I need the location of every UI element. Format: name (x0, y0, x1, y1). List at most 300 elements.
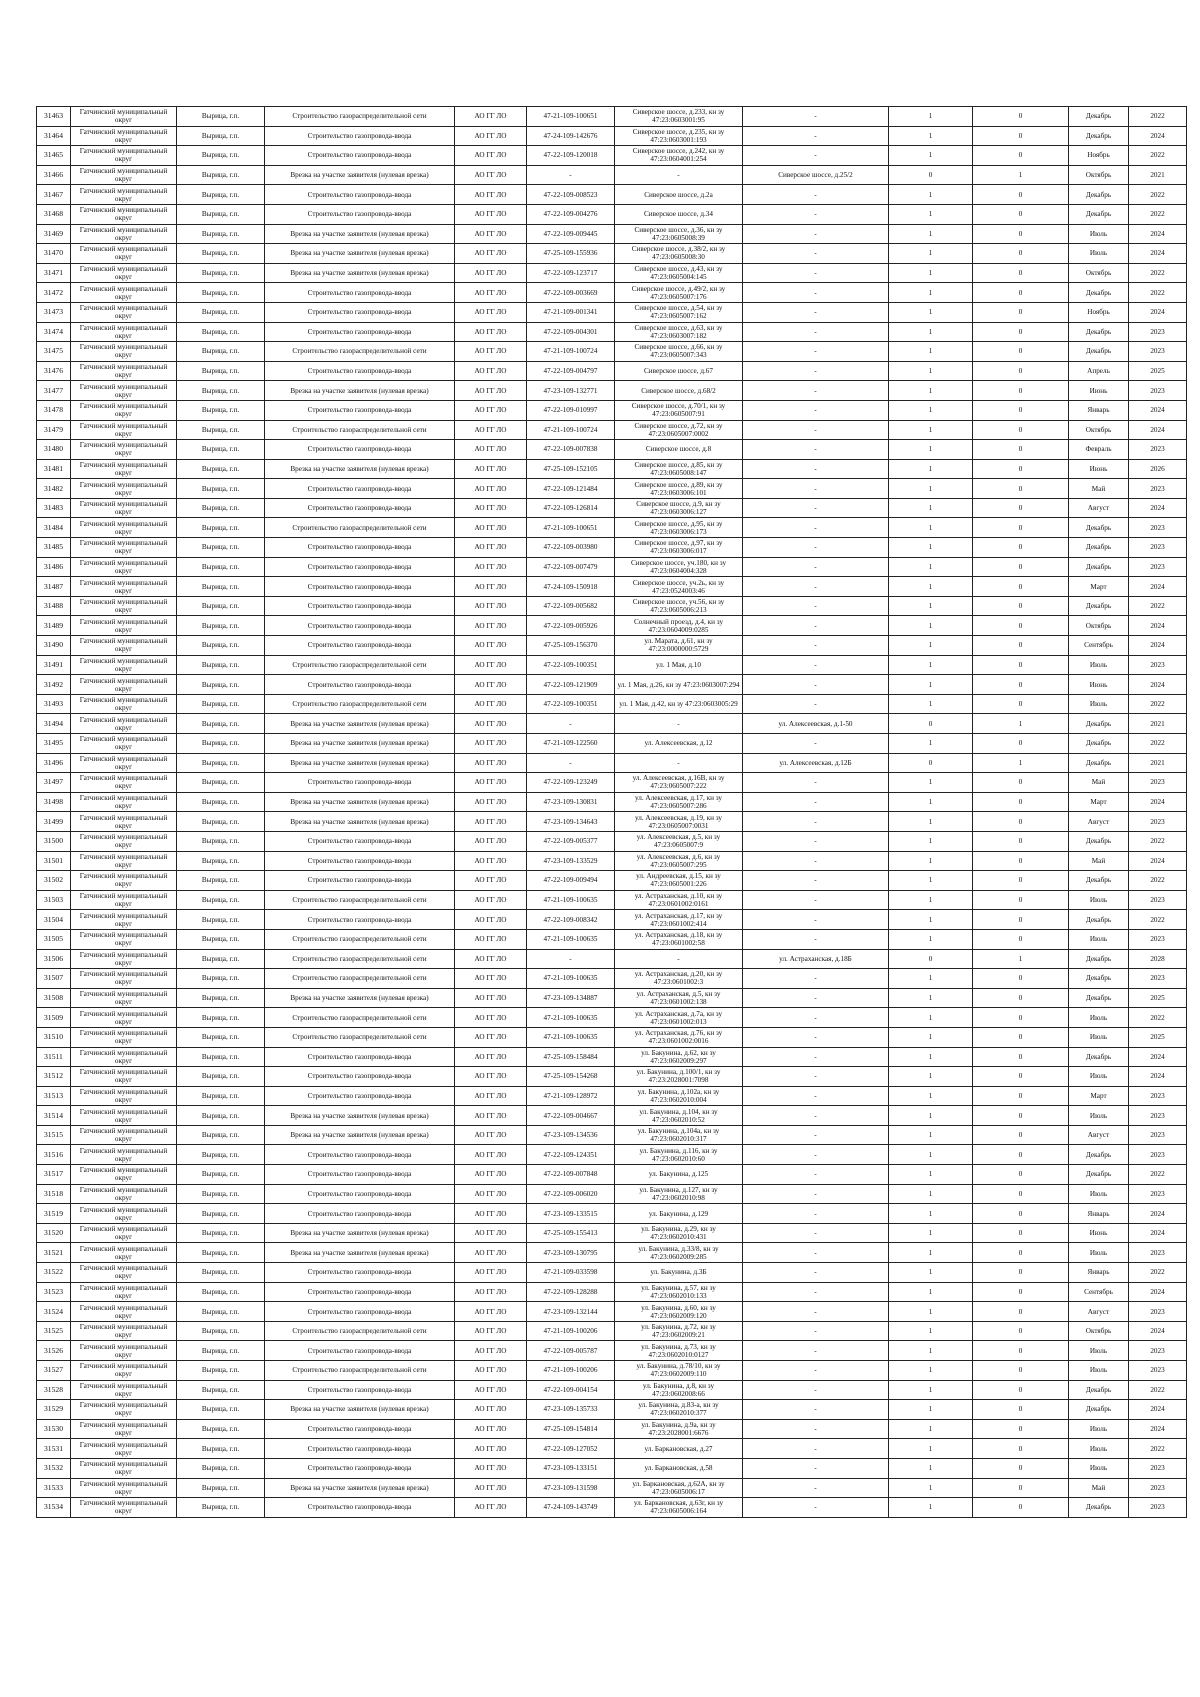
month-cell: Май (1069, 851, 1129, 871)
district-cell: Гатчинский муниципальный округ (71, 694, 177, 714)
row-number-cell: 31479 (37, 420, 71, 440)
row-number-cell: 31470 (37, 244, 71, 264)
work-type-cell: Врезка на участке заявителя (нулевая врезка) (265, 753, 455, 773)
work-type-cell: Врезка на участке заявителя (нулевая врезка) (265, 792, 455, 812)
settlement-cell: Вырица, г.п. (177, 1321, 265, 1341)
row-number-cell: 31475 (37, 342, 71, 362)
table-row (37, 1400, 1187, 1420)
row-number-cell: 31520 (37, 1223, 71, 1243)
contract-number-cell: 47-23-109-133515 (527, 1204, 615, 1224)
work-type-cell: Строительство газопровода-ввода (265, 636, 455, 656)
table-row (37, 322, 1187, 342)
unregistered-address-cell: - (743, 890, 889, 910)
contract-number-cell: 47-21-109-100635 (527, 1027, 615, 1047)
year-cell: 2022 (1129, 831, 1187, 851)
table-row (37, 577, 1187, 597)
address-cell: Сиверское шоссе, д.97, кн зу 47:23:0603006:017 (615, 538, 743, 558)
contract-number-cell: 47-21-109-100635 (527, 890, 615, 910)
year-cell: 2024 (1129, 1204, 1187, 1224)
organization-cell: АО ГГ ЛО (455, 1478, 527, 1498)
organization-cell: АО ГГ ЛО (455, 1439, 527, 1459)
settlement-cell: Вырица, г.п. (177, 302, 265, 322)
count-b-cell: 0 (973, 1419, 1069, 1439)
settlement-cell: Вырица, г.п. (177, 616, 265, 636)
row-number-cell: 31478 (37, 400, 71, 420)
contract-number-cell: 47-21-109-001341 (527, 302, 615, 322)
row-number-cell: 31467 (37, 185, 71, 205)
table-row (37, 949, 1187, 969)
unregistered-address-cell: - (743, 1419, 889, 1439)
district-cell: Гатчинский муниципальный округ (71, 1027, 177, 1047)
year-cell: 2028 (1129, 949, 1187, 969)
year-cell: 2022 (1129, 596, 1187, 616)
month-cell: Апрель (1069, 361, 1129, 381)
settlement-cell: Вырица, г.п. (177, 949, 265, 969)
settlement-cell: Вырица, г.п. (177, 734, 265, 754)
organization-cell: АО ГГ ЛО (455, 146, 527, 166)
count-a-cell: 1 (889, 400, 973, 420)
count-b-cell: 0 (973, 694, 1069, 714)
address-cell: ул. Бакунина, д.33/8, кн зу 47:23:0602009:285 (615, 1243, 743, 1263)
settlement-cell: Вырица, г.п. (177, 675, 265, 695)
count-a-cell: 1 (889, 1380, 973, 1400)
district-cell: Гатчинский муниципальный округ (71, 1263, 177, 1283)
district-cell: Гатчинский муниципальный округ (71, 244, 177, 264)
year-cell: 2024 (1129, 616, 1187, 636)
unregistered-address-cell: - (743, 694, 889, 714)
row-number-cell: 31471 (37, 263, 71, 283)
address-cell: Сиверское шоссе, д.68/2 (615, 381, 743, 401)
address-cell: Сиверское шоссе, уч.56, кн зу 47:23:0605006:213 (615, 596, 743, 616)
contract-number-cell: 47-22-109-005377 (527, 831, 615, 851)
unregistered-address-cell: - (743, 655, 889, 675)
table-row (37, 812, 1187, 832)
organization-cell: АО ГГ ЛО (455, 694, 527, 714)
table-row (37, 910, 1187, 930)
month-cell: Декабрь (1069, 107, 1129, 127)
district-cell: Гатчинский муниципальный округ (71, 1282, 177, 1302)
organization-cell: АО ГГ ЛО (455, 969, 527, 989)
month-cell: Декабрь (1069, 988, 1129, 1008)
work-type-cell: Врезка на участке заявителя (нулевая врезка) (265, 812, 455, 832)
table-row (37, 1263, 1187, 1283)
row-number-cell: 31534 (37, 1498, 71, 1518)
count-b-cell: 0 (973, 1341, 1069, 1361)
work-type-cell: Строительство газопровода-ввода (265, 538, 455, 558)
month-cell: Июль (1069, 1106, 1129, 1126)
district-cell: Гатчинский муниципальный округ (71, 1400, 177, 1420)
address-cell: Сиверское шоссе, д.242, кн зу 47:23:0604001:254 (615, 146, 743, 166)
contract-number-cell: 47-24-109-142676 (527, 126, 615, 146)
unregistered-address-cell: - (743, 988, 889, 1008)
count-a-cell: 0 (889, 714, 973, 734)
unregistered-address-cell: - (743, 185, 889, 205)
count-a-cell: 1 (889, 440, 973, 460)
contract-number-cell: 47-22-109-126814 (527, 498, 615, 518)
count-b-cell: 1 (973, 949, 1069, 969)
year-cell: 2024 (1129, 1400, 1187, 1420)
unregistered-address-cell: - (743, 126, 889, 146)
unregistered-address-cell: - (743, 381, 889, 401)
contract-number-cell: 47-22-109-003669 (527, 283, 615, 303)
row-number-cell: 31516 (37, 1145, 71, 1165)
district-cell: Гатчинский муниципальный округ (71, 263, 177, 283)
unregistered-address-cell: - (743, 440, 889, 460)
work-type-cell: Строительство газопровода-ввода (265, 302, 455, 322)
address-cell: Сиверское шоссе, д.2а (615, 185, 743, 205)
settlement-cell: Вырица, г.п. (177, 812, 265, 832)
row-number-cell: 31488 (37, 596, 71, 616)
year-cell: 2023 (1129, 479, 1187, 499)
contract-number-cell: 47-22-109-004301 (527, 322, 615, 342)
district-cell: Гатчинский муниципальный округ (71, 1204, 177, 1224)
count-b-cell: 0 (973, 1204, 1069, 1224)
contract-number-cell: 47-22-109-120018 (527, 146, 615, 166)
month-cell: Декабрь (1069, 969, 1129, 989)
month-cell: Август (1069, 1125, 1129, 1145)
organization-cell: АО ГГ ЛО (455, 890, 527, 910)
address-cell: ул. Бакунина, д.78/10, кн зу 47:23:0602009:110 (615, 1361, 743, 1381)
count-b-cell: 0 (973, 518, 1069, 538)
settlement-cell: Вырица, г.п. (177, 420, 265, 440)
month-cell: Декабрь (1069, 283, 1129, 303)
contract-number-cell: 47-22-109-123717 (527, 263, 615, 283)
district-cell: Гатчинский муниципальный округ (71, 518, 177, 538)
organization-cell: АО ГГ ЛО (455, 1008, 527, 1028)
work-type-cell: Строительство газопровода-ввода (265, 616, 455, 636)
work-type-cell: Строительство газопровода-ввода (265, 322, 455, 342)
month-cell: Май (1069, 479, 1129, 499)
year-cell: 2024 (1129, 1419, 1187, 1439)
month-cell: Январь (1069, 400, 1129, 420)
count-b-cell: 0 (973, 459, 1069, 479)
count-a-cell: 1 (889, 1498, 973, 1518)
unregistered-address-cell: ул. Астраханская, д.18Б (743, 949, 889, 969)
count-b-cell: 0 (973, 1223, 1069, 1243)
row-number-cell: 31486 (37, 557, 71, 577)
row-number-cell: 31503 (37, 890, 71, 910)
count-a-cell: 1 (889, 498, 973, 518)
year-cell: 2022 (1129, 871, 1187, 891)
row-number-cell: 31477 (37, 381, 71, 401)
table-row (37, 1165, 1187, 1185)
row-number-cell: 31523 (37, 1282, 71, 1302)
year-cell: 2023 (1129, 1243, 1187, 1263)
month-cell: Декабрь (1069, 322, 1129, 342)
year-cell: 2023 (1129, 440, 1187, 460)
count-b-cell: 0 (973, 969, 1069, 989)
settlement-cell: Вырица, г.п. (177, 1047, 265, 1067)
count-b-cell: 1 (973, 165, 1069, 185)
unregistered-address-cell: - (743, 342, 889, 362)
district-cell: Гатчинский муниципальный округ (71, 577, 177, 597)
district-cell: Гатчинский муниципальный округ (71, 381, 177, 401)
month-cell: Июль (1069, 1008, 1129, 1028)
row-number-cell: 31481 (37, 459, 71, 479)
district-cell: Гатчинский муниципальный округ (71, 459, 177, 479)
organization-cell: АО ГГ ЛО (455, 361, 527, 381)
organization-cell: АО ГГ ЛО (455, 675, 527, 695)
count-a-cell: 1 (889, 675, 973, 695)
work-type-cell: Строительство газораспределительной сети (265, 1027, 455, 1047)
address-cell: ул. 1 Мая, д.10 (615, 655, 743, 675)
settlement-cell: Вырица, г.п. (177, 988, 265, 1008)
unregistered-address-cell: - (743, 929, 889, 949)
year-cell: 2023 (1129, 1341, 1187, 1361)
table-row (37, 792, 1187, 812)
month-cell: Июль (1069, 929, 1129, 949)
district-cell: Гатчинский муниципальный округ (71, 1106, 177, 1126)
month-cell: Июль (1069, 1361, 1129, 1381)
month-cell: Октябрь (1069, 165, 1129, 185)
unregistered-address-cell: - (743, 1321, 889, 1341)
settlement-cell: Вырица, г.п. (177, 773, 265, 793)
count-a-cell: 1 (889, 1361, 973, 1381)
count-b-cell: 0 (973, 1361, 1069, 1381)
unregistered-address-cell: - (743, 1478, 889, 1498)
month-cell: Декабрь (1069, 753, 1129, 773)
contract-number-cell: 47-22-109-124351 (527, 1145, 615, 1165)
address-cell: ул. Бакунина, д.62, кн зу 47:23:0602009:297 (615, 1047, 743, 1067)
count-b-cell: 0 (973, 871, 1069, 891)
count-b-cell: 0 (973, 577, 1069, 597)
contract-number-cell: 47-22-109-121484 (527, 479, 615, 499)
count-b-cell: 0 (973, 988, 1069, 1008)
contract-number-cell: 47-22-109-005787 (527, 1341, 615, 1361)
settlement-cell: Вырица, г.п. (177, 479, 265, 499)
count-a-cell: 1 (889, 283, 973, 303)
year-cell: 2023 (1129, 1086, 1187, 1106)
district-cell: Гатчинский муниципальный округ (71, 753, 177, 773)
organization-cell: АО ГГ ЛО (455, 616, 527, 636)
unregistered-address-cell: - (743, 636, 889, 656)
settlement-cell: Вырица, г.п. (177, 440, 265, 460)
year-cell: 2023 (1129, 890, 1187, 910)
organization-cell: АО ГГ ЛО (455, 165, 527, 185)
unregistered-address-cell: Сиверское шоссе, д.25/2 (743, 165, 889, 185)
unregistered-address-cell: - (743, 616, 889, 636)
contract-number-cell: - (527, 714, 615, 734)
address-cell: ул. Астраханская, д.5, кн зу 47:23:0601002:138 (615, 988, 743, 1008)
year-cell: 2024 (1129, 400, 1187, 420)
row-number-cell: 31521 (37, 1243, 71, 1263)
row-number-cell: 31491 (37, 655, 71, 675)
address-cell: Сиверское шоссе, д.9, кн зу 47:23:0603006:127 (615, 498, 743, 518)
address-cell: Сиверское шоссе, д.54, кн зу 47:23:0605007:162 (615, 302, 743, 322)
count-a-cell: 1 (889, 518, 973, 538)
district-cell: Гатчинский муниципальный округ (71, 165, 177, 185)
contract-number-cell: 47-21-109-100206 (527, 1321, 615, 1341)
work-type-cell: Строительство газопровода-ввода (265, 1086, 455, 1106)
row-number-cell: 31532 (37, 1458, 71, 1478)
address-cell: Сиверское шоссе, д.63, кн зу 47:23:0603007:182 (615, 322, 743, 342)
row-number-cell: 31480 (37, 440, 71, 460)
settlement-cell: Вырица, г.п. (177, 400, 265, 420)
organization-cell: АО ГГ ЛО (455, 1263, 527, 1283)
unregistered-address-cell: - (743, 1498, 889, 1518)
district-cell: Гатчинский муниципальный округ (71, 1458, 177, 1478)
year-cell: 2022 (1129, 1008, 1187, 1028)
work-type-cell: Врезка на участке заявителя (нулевая врезка) (265, 988, 455, 1008)
month-cell: Январь (1069, 1204, 1129, 1224)
count-b-cell: 0 (973, 851, 1069, 871)
address-cell: ул. Бакунина, д.8, кн зу 47:23:0602008:66 (615, 1380, 743, 1400)
settlement-cell: Вырица, г.п. (177, 910, 265, 930)
settlement-cell: Вырица, г.п. (177, 1419, 265, 1439)
row-number-cell: 31493 (37, 694, 71, 714)
count-a-cell: 1 (889, 871, 973, 891)
work-type-cell: Строительство газораспределительной сети (265, 1361, 455, 1381)
organization-cell: АО ГГ ЛО (455, 1184, 527, 1204)
year-cell: 2022 (1129, 694, 1187, 714)
work-type-cell: Строительство газопровода-ввода (265, 910, 455, 930)
unregistered-address-cell: - (743, 1243, 889, 1263)
address-cell: ул. Алексеевская, д.19, кн зу 47:23:0605007:0031 (615, 812, 743, 832)
district-cell: Гатчинский муниципальный округ (71, 1478, 177, 1498)
address-cell: Сиверское шоссе, д.8 (615, 440, 743, 460)
work-type-cell: Строительство газопровода-ввода (265, 1145, 455, 1165)
contract-number-cell: 47-22-109-007838 (527, 440, 615, 460)
unregistered-address-cell: - (743, 831, 889, 851)
organization-cell: АО ГГ ЛО (455, 1498, 527, 1518)
year-cell: 2023 (1129, 381, 1187, 401)
unregistered-address-cell: - (743, 1400, 889, 1420)
table-row (37, 675, 1187, 695)
count-a-cell: 1 (889, 1321, 973, 1341)
year-cell: 2023 (1129, 1145, 1187, 1165)
contract-number-cell: - (527, 949, 615, 969)
count-a-cell: 1 (889, 812, 973, 832)
row-number-cell: 31518 (37, 1184, 71, 1204)
district-cell: Гатчинский муниципальный округ (71, 361, 177, 381)
year-cell: 2022 (1129, 1263, 1187, 1283)
count-b-cell: 0 (973, 1067, 1069, 1087)
contract-number-cell: 47-22-109-004667 (527, 1106, 615, 1126)
address-cell: Сиверское шоссе, д.95, кн зу 47:23:0603006:173 (615, 518, 743, 538)
contract-number-cell: 47-25-109-154814 (527, 1419, 615, 1439)
row-number-cell: 31501 (37, 851, 71, 871)
year-cell: 2024 (1129, 1047, 1187, 1067)
organization-cell: АО ГГ ЛО (455, 244, 527, 264)
count-b-cell: 0 (973, 1145, 1069, 1165)
address-cell: ул. Астраханская, д.10, кн зу 47:23:0601002:0161 (615, 890, 743, 910)
address-cell: - (615, 949, 743, 969)
count-b-cell: 0 (973, 400, 1069, 420)
count-b-cell: 0 (973, 420, 1069, 440)
address-cell: Сиверское шоссе, уч.180, кн зу 47:23:0604004:328 (615, 557, 743, 577)
organization-cell: АО ГГ ЛО (455, 459, 527, 479)
count-b-cell: 0 (973, 596, 1069, 616)
row-number-cell: 31533 (37, 1478, 71, 1498)
settlement-cell: Вырица, г.п. (177, 753, 265, 773)
year-cell: 2023 (1129, 518, 1187, 538)
unregistered-address-cell: - (743, 1067, 889, 1087)
count-b-cell: 0 (973, 1478, 1069, 1498)
organization-cell: АО ГГ ЛО (455, 851, 527, 871)
work-type-cell: Врезка на участке заявителя (нулевая врезка) (265, 224, 455, 244)
address-cell: ул. Алексеевская, д.17, кн зу 47:23:0605007:286 (615, 792, 743, 812)
year-cell: 2022 (1129, 910, 1187, 930)
table-row (37, 204, 1187, 224)
count-b-cell: 0 (973, 1008, 1069, 1028)
count-b-cell: 1 (973, 753, 1069, 773)
year-cell: 2021 (1129, 753, 1187, 773)
address-cell: ул. Бакунина, д.83-а, кн зу 47:23:0602010:377 (615, 1400, 743, 1420)
organization-cell: АО ГГ ЛО (455, 871, 527, 891)
address-cell: ул. Баркановская, д.62А, кн зу 47:23:0605006:17 (615, 1478, 743, 1498)
table-row (37, 440, 1187, 460)
address-cell: Сиверское шоссе, д.36, кн зу 47:23:0605008:39 (615, 224, 743, 244)
count-a-cell: 1 (889, 1243, 973, 1263)
count-b-cell: 0 (973, 479, 1069, 499)
unregistered-address-cell: - (743, 812, 889, 832)
address-cell: Сиверское шоссе, д.72, кн зу 47:23:0605007:0002 (615, 420, 743, 440)
table-row (37, 1204, 1187, 1224)
month-cell: Июль (1069, 890, 1129, 910)
month-cell: Июнь (1069, 381, 1129, 401)
month-cell: Июль (1069, 1184, 1129, 1204)
settlement-cell: Вырица, г.п. (177, 1458, 265, 1478)
unregistered-address-cell: - (743, 204, 889, 224)
work-type-cell: Строительство газораспределительной сети (265, 969, 455, 989)
table-row (37, 1380, 1187, 1400)
district-cell: Гатчинский муниципальный округ (71, 126, 177, 146)
district-cell: Гатчинский муниципальный округ (71, 322, 177, 342)
district-cell: Гатчинский муниципальный округ (71, 302, 177, 322)
month-cell: Октябрь (1069, 616, 1129, 636)
year-cell: 2024 (1129, 1321, 1187, 1341)
work-type-cell: Врезка на участке заявителя (нулевая врезка) (265, 165, 455, 185)
table-row (37, 1302, 1187, 1322)
work-type-cell: Строительство газопровода-ввода (265, 773, 455, 793)
row-number-cell: 31530 (37, 1419, 71, 1439)
year-cell: 2024 (1129, 420, 1187, 440)
month-cell: Декабрь (1069, 1498, 1129, 1518)
organization-cell: АО ГГ ЛО (455, 1027, 527, 1047)
address-cell: ул. Баркановская, д.27 (615, 1439, 743, 1459)
organization-cell: АО ГГ ЛО (455, 420, 527, 440)
contract-number-cell: 47-21-109-033598 (527, 1263, 615, 1283)
row-number-cell: 31513 (37, 1086, 71, 1106)
row-number-cell: 31485 (37, 538, 71, 558)
contract-number-cell: 47-22-109-003980 (527, 538, 615, 558)
work-type-cell: Врезка на участке заявителя (нулевая врезка) (265, 244, 455, 264)
month-cell: Июнь (1069, 1223, 1129, 1243)
organization-cell: АО ГГ ЛО (455, 1380, 527, 1400)
organization-cell: АО ГГ ЛО (455, 1125, 527, 1145)
contract-number-cell: 47-21-109-122560 (527, 734, 615, 754)
settlement-cell: Вырица, г.п. (177, 1302, 265, 1322)
year-cell: 2023 (1129, 1361, 1187, 1381)
address-cell: ул. Бакунина, д.57, кн зу 47:23:0602010:133 (615, 1282, 743, 1302)
district-cell: Гатчинский муниципальный округ (71, 224, 177, 244)
work-type-cell: Врезка на участке заявителя (нулевая врезка) (265, 1243, 455, 1263)
settlement-cell: Вырица, г.п. (177, 636, 265, 656)
row-number-cell: 31506 (37, 949, 71, 969)
district-cell: Гатчинский муниципальный округ (71, 910, 177, 930)
year-cell: 2025 (1129, 361, 1187, 381)
settlement-cell: Вырица, г.п. (177, 871, 265, 891)
year-cell: 2021 (1129, 165, 1187, 185)
count-a-cell: 0 (889, 949, 973, 969)
settlement-cell: Вырица, г.п. (177, 969, 265, 989)
contract-number-cell: 47-21-109-128972 (527, 1086, 615, 1106)
contract-number-cell: 47-22-109-121909 (527, 675, 615, 695)
year-cell: 2024 (1129, 577, 1187, 597)
year-cell: 2024 (1129, 224, 1187, 244)
count-a-cell: 1 (889, 185, 973, 205)
row-number-cell: 31497 (37, 773, 71, 793)
